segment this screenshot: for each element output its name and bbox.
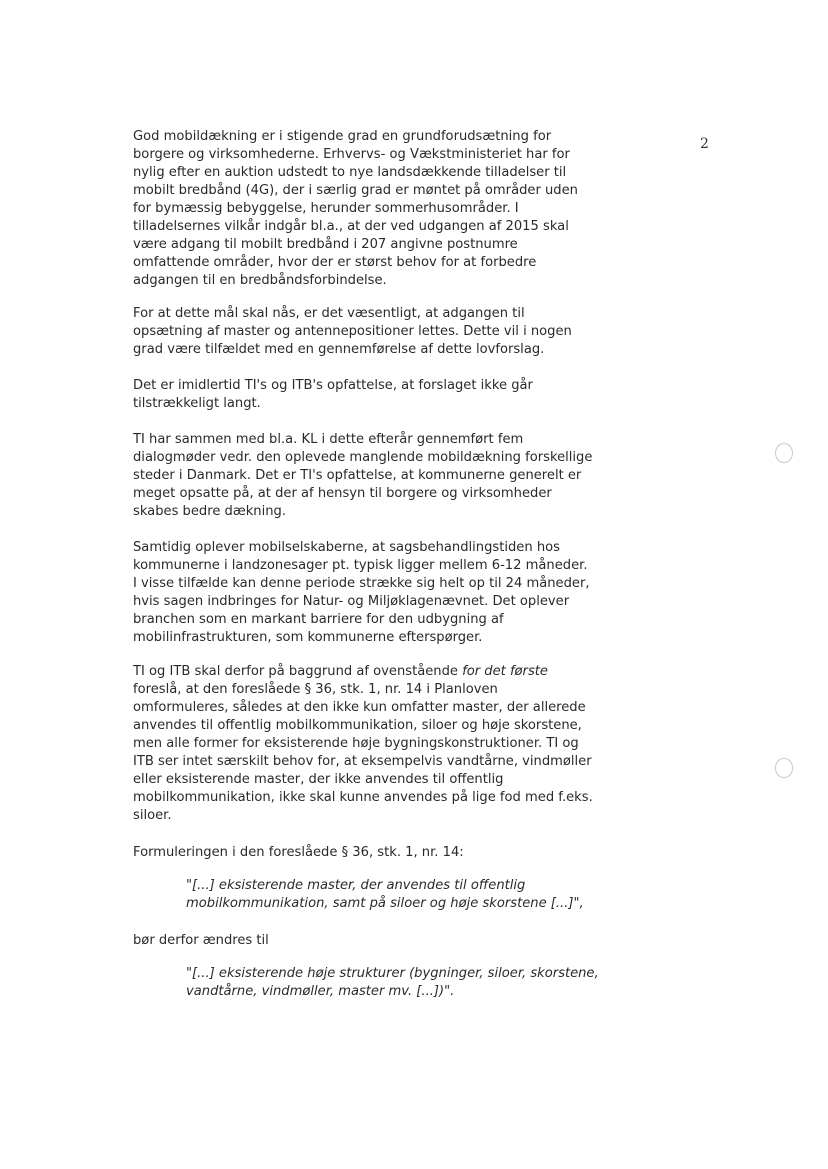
punch-hole-upper	[775, 443, 793, 463]
text-line: TI har sammen med bl.a. KL i dette efterår gennemført fem	[133, 432, 524, 447]
text-line: mobilkommunikation, ikke skal kunne anvendes på lige fod med f.eks.	[133, 790, 593, 805]
text-line: steder i Danmark. Det er TI's opfattelse, at kommunerne generelt er	[133, 468, 582, 483]
text-line: kommunerne i landzonesager pt. typisk ligger mellem 6-12 måneder.	[133, 558, 588, 573]
text-line: hvis sagen indbringes for Natur- og Miljøklagenævnet. Det oplever	[133, 594, 570, 609]
text-line: "[...] eksisterende høje strukturer (bygninger, siloer, skorstene,	[186, 966, 599, 981]
text-line: Formuleringen i den foreslåede § 36, stk. 1, nr. 14:	[133, 845, 464, 860]
text-line: God mobildækning er i stigende grad en grundforudsætning for	[133, 129, 552, 144]
text-line	[133, 663, 633, 681]
paragraph-opinion	[133, 377, 633, 413]
paragraph-current-wording-intro	[133, 844, 633, 862]
text-line: mobilt bredbånd (4G), der i særlig grad er møntet på områder uden	[133, 183, 578, 198]
text-line: omformuleres, således at den ikke kun omfatter master, der allerede	[133, 700, 586, 715]
text-line: borgere og virksomhederne. Erhvervs- og Vækstministeriet har for	[133, 147, 570, 162]
text-line: siloer.	[133, 808, 172, 823]
text-line: grad være tilfældet med en gennemførelse af dette lovforslag.	[133, 342, 545, 357]
text-line: være adgang til mobilt bredbånd i 207 angivne postnumre	[133, 237, 518, 252]
text-line: eller eksisterende master, der ikke anvendes til offentlig	[133, 772, 504, 787]
punch-hole-lower	[775, 758, 793, 778]
text-line: bør derfor ændres til	[133, 933, 269, 948]
text-line: I visse tilfælde kan denne periode strække sig helt op til 24 måneder,	[133, 576, 590, 591]
paragraph-mobile-coverage	[133, 128, 633, 290]
text-line: Det er imidlertid TI's og ITB's opfattelse, at forslaget ikke går	[133, 378, 533, 393]
page-number: 2	[700, 136, 709, 152]
text-line: For at dette mål skal nås, er det væsentligt, at adgangen til	[133, 306, 525, 321]
paragraph-dialogue-meetings	[133, 431, 633, 521]
text-line: tilladelsernes vilkår indgår bl.a., at der ved udgangen af 2015 skal	[133, 219, 569, 234]
paragraph-goal	[133, 305, 633, 359]
quote-proposed-wording	[186, 965, 686, 1001]
paragraph-processing-time	[133, 539, 633, 647]
text-line: anvendes til offentlig mobilkommunikation, siloer og høje skorstene,	[133, 718, 582, 733]
text-line: ITB ser intet særskilt behov for, at eksempelvis vandtårne, vindmøller	[133, 754, 592, 769]
text-line-start: TI og ITB skal derfor på baggrund af ovenstående	[133, 664, 463, 679]
text-line: vandtårne, vindmøller, master mv. [...])".	[186, 984, 455, 999]
text-line: omfattende områder, hvor der er størst behov for at forbedre	[133, 255, 537, 270]
text-line: men alle former for eksisterende høje bygningskonstruktioner. TI og	[133, 736, 579, 751]
text-line: tilstrækkeligt langt.	[133, 396, 261, 411]
text-line: meget opsatte på, at der af hensyn til borgere og virksomheder	[133, 486, 552, 501]
text-line: for bymæssig bebyggelse, herunder sommerhusområder. I	[133, 201, 519, 216]
text-line: foreslå, at den foreslåede § 36, stk. 1, nr. 14 i Planloven	[133, 682, 498, 697]
text-line: opsætning af master og antennepositioner lettes. Dette vil i nogen	[133, 324, 572, 339]
text-line: skabes bedre dækning.	[133, 504, 287, 519]
emphasis-text: for det første	[462, 664, 548, 679]
text-line: Samtidig oplever mobilselskaberne, at sagsbehandlingstiden hos	[133, 540, 560, 555]
text-line: nylig efter en auktion udstedt to nye landsdækkende tilladelser til	[133, 165, 567, 180]
text-line: mobilkommunikation, samt på siloer og høje skorstene [...]",	[186, 896, 584, 911]
text-line: adgangen til en bredbåndsforbindelse.	[133, 273, 387, 288]
text-line: branchen som en markant barriere for den udbygning af	[133, 612, 504, 627]
text-line: dialogmøder vedr. den oplevede manglende mobildækning forskellige	[133, 450, 593, 465]
text-line: mobilinfrastrukturen, som kommunerne efterspørger.	[133, 630, 483, 645]
paragraph-change-to	[133, 932, 633, 950]
text-line: "[...] eksisterende master, der anvendes til offentlig	[186, 878, 526, 893]
quote-current-wording	[186, 877, 686, 913]
paragraph-proposal	[133, 663, 633, 825]
